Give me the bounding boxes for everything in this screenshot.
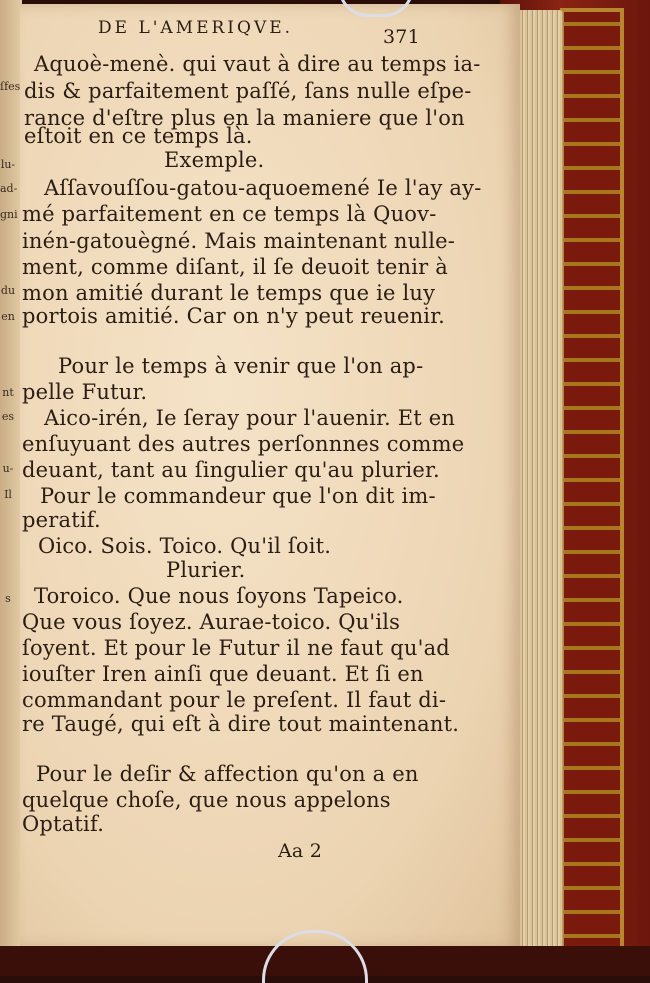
text-line: Oico. Sois. Toico. Qu'il ſoit. bbox=[38, 534, 332, 558]
section-heading: Plurier. bbox=[166, 558, 246, 582]
margin-fragment: ad- bbox=[0, 182, 18, 195]
margin-fragment: nt bbox=[2, 386, 14, 399]
margin-fragment: s bbox=[5, 592, 11, 605]
margin-fragment: en bbox=[1, 310, 15, 323]
margin-fragment: gni bbox=[0, 208, 18, 221]
text-line: Optatif. bbox=[22, 812, 105, 836]
text-line: mé parfaitement en ce temps là Quov- bbox=[22, 202, 437, 226]
page-number: 371 bbox=[383, 26, 420, 48]
text-line: re Taugé, qui eſt à dire tout maintenant. bbox=[22, 712, 460, 736]
margin-fragment: du bbox=[0, 284, 16, 297]
text-line: pelle Futur. bbox=[22, 380, 148, 404]
text-line: dis & parfaitement paſſé, ſans nulle eſpe- bbox=[24, 79, 472, 103]
running-head: DE L'AMERIQVE. bbox=[98, 18, 294, 38]
signature-mark: Aa 2 bbox=[278, 840, 322, 862]
text-line: deuant, tant au ſingulier qu'au plurier. bbox=[22, 458, 440, 482]
section-heading: Exemple. bbox=[164, 148, 265, 172]
margin-fragment: lu- bbox=[0, 158, 16, 171]
text-line: inén-gatouègné. Mais maintenant nulle- bbox=[22, 229, 456, 253]
text-line: Pour le commandeur que l'on dit im- bbox=[40, 484, 436, 508]
margin-fragment: ſfes bbox=[0, 80, 21, 93]
text-line: ment, comme diſant, il ſe deuoit tenir à bbox=[22, 255, 448, 279]
text-line: peratif. bbox=[22, 508, 101, 532]
page-edges bbox=[515, 10, 563, 950]
text-line: ſoyent. Et pour le Futur il ne faut qu'ad bbox=[22, 636, 450, 660]
text-line: iouſter Iren ainſi que deuant. Et ſi en bbox=[22, 662, 424, 686]
text-line: Pour le deſir & affection qu'on a en bbox=[36, 762, 419, 786]
margin-fragment: es bbox=[1, 410, 15, 423]
text-line: mon amitié durant le temps que ie luy bbox=[22, 281, 436, 305]
gilt-border bbox=[560, 8, 624, 956]
text-line: eſtoit en ce temps là. bbox=[24, 124, 253, 148]
text-line: enſuyuant des autres perſonnnes comme bbox=[22, 432, 465, 456]
text-line: rance d'eſtre plus en la maniere que l'on bbox=[24, 106, 465, 130]
text-line: Pour le temps à venir que l'on ap- bbox=[58, 354, 424, 378]
margin-fragment: u- bbox=[2, 462, 14, 475]
text-line: Que vous ſoyez. Aurae-toico. Qu'ils bbox=[22, 610, 401, 634]
text-line: Toroico. Que nous ſoyons Tapeico. bbox=[34, 584, 404, 608]
text-line: quelque choſe, que nous appelons bbox=[22, 788, 391, 812]
text-line: portois amitié. Car on n'y peut reuenir. bbox=[22, 304, 446, 328]
margin-fragment: Il bbox=[4, 488, 12, 501]
text-line: Aquoè-menè. qui vaut à dire au temps ia- bbox=[34, 52, 481, 76]
text-line: Aſſavouſſou-gatou-aquoemené Ie l'ay ay- bbox=[44, 176, 482, 200]
text-line: Aico-irén, Ie ſeray pour l'auenir. Et en bbox=[44, 406, 456, 430]
text-line: commandant pour le preſent. Il faut di- bbox=[22, 688, 447, 712]
